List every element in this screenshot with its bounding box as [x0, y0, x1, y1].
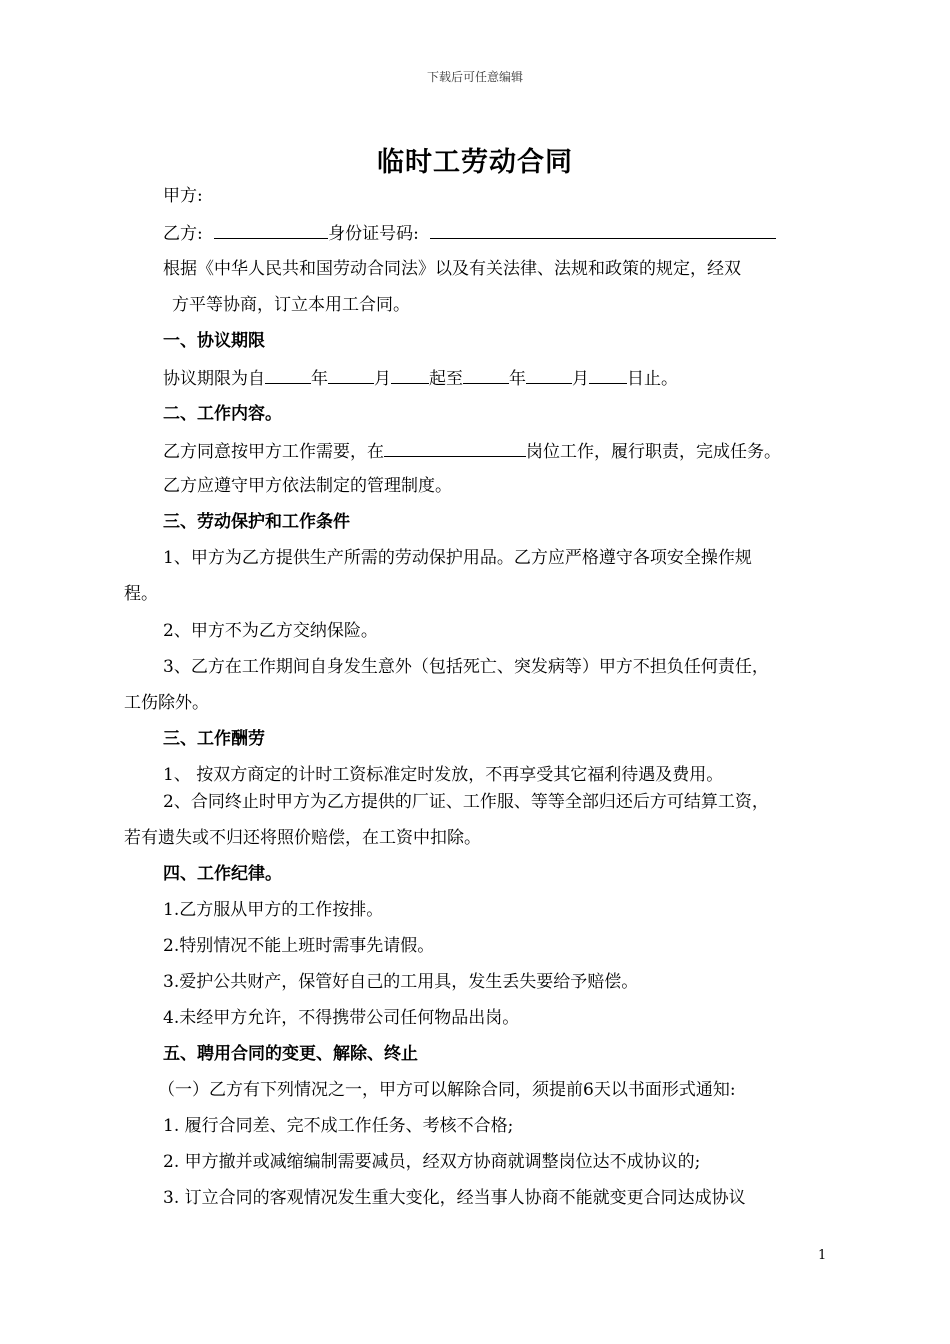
term-until-label: 起至 — [429, 369, 463, 389]
termination-item-1: 1. 履行合同差、完不成工作任务、考核不合格; — [163, 1116, 514, 1136]
protection-item-3a: 3、乙方在工作期间自身发生意外（包括死亡、突发病等）甲方不担负任何责任， — [163, 657, 769, 677]
header-note: 下载后可任意编辑 — [426, 70, 523, 84]
document-title: 临时工劳动合同 — [377, 147, 573, 178]
protection-item-1b: 程。 — [124, 584, 158, 604]
section-heading-protection: 三、劳动保护和工作条件 — [163, 512, 350, 532]
term-end-label: 日止。 — [627, 369, 678, 389]
pay-item-2a: 2、合同终止时甲方为乙方提供的厂证、工作服、等等全部归还后方可结算工资， — [163, 792, 769, 812]
section-heading-pay: 三、工作酬劳 — [163, 729, 265, 749]
work-content-line-2: 乙方应遵守甲方依法制定的管理制度。 — [163, 476, 452, 496]
termination-item-3: 3. 订立合同的客观情况发生重大变化，经当事人协商不能就变更合同达成协议 — [163, 1188, 746, 1208]
preamble-line-1: 根据《中华人民共和国劳动合同法》以及有关法律、法规和政策的规定，经双 — [163, 259, 741, 279]
term-end-year-label: 年 — [509, 369, 526, 389]
term-period-row — [163, 365, 678, 391]
term-start-day-blank — [391, 365, 429, 384]
party-a-label: 甲方: — [163, 186, 203, 206]
party-b-name-blank — [214, 220, 328, 239]
discipline-item-3: 3.爱护公共财产，保管好自己的工用具，发生丢失要给予赔偿。 — [163, 972, 639, 992]
termination-intro: （一）乙方有下列情况之一，甲方可以解除合同，须提前6天以书面形式通知: — [158, 1080, 736, 1100]
term-start-year-blank — [265, 365, 311, 384]
protection-item-2: 2、甲方不为乙方交纳保险。 — [163, 621, 378, 641]
discipline-item-2: 2.特别情况不能上班时需事先请假。 — [163, 936, 435, 956]
term-text-start: 协议期限为自 — [163, 369, 265, 389]
party-b-label: 乙方: — [163, 224, 203, 244]
id-number-label: 身份证号码: — [328, 224, 419, 244]
term-end-month-blank — [526, 365, 572, 384]
term-start-month-blank — [328, 365, 374, 384]
work-content-text-a: 乙方同意按甲方工作需要，在 — [163, 442, 384, 462]
term-end-day-blank — [589, 365, 627, 384]
term-month-label: 月 — [374, 369, 391, 389]
term-end-year-blank — [463, 365, 509, 384]
position-blank — [384, 438, 526, 457]
term-end-month-label: 月 — [572, 369, 589, 389]
section-heading-termination: 五、聘用合同的变更、解除、终止 — [163, 1044, 418, 1064]
page-number: 1 — [818, 1248, 827, 1263]
protection-item-3b: 工伤除外。 — [124, 693, 209, 713]
section-heading-term: 一、协议期限 — [163, 331, 265, 351]
work-content-line-1 — [163, 438, 781, 464]
preamble-line-2: 方平等协商，订立本用工合同。 — [172, 295, 410, 315]
protection-item-1a: 1、甲方为乙方提供生产所需的劳动保护用品。乙方应严格遵守各项安全操作规 — [163, 548, 752, 568]
id-number-blank — [430, 220, 776, 239]
pay-item-2b: 若有遗失或不归还将照价赔偿，在工资中扣除。 — [124, 828, 481, 848]
pay-item-1: 1、 按双方商定的计时工资标准定时发放，不再享受其它福利待遇及费用。 — [163, 765, 724, 785]
termination-item-2: 2. 甲方撤并或减缩编制需要减员，经双方协商就调整岗位达不成协议的; — [163, 1152, 701, 1172]
discipline-item-1: 1.乙方服从甲方的工作按排。 — [163, 900, 384, 920]
term-year-label: 年 — [311, 369, 328, 389]
section-heading-work-content: 二、工作内容。 — [163, 404, 282, 424]
party-b-row — [163, 220, 776, 246]
discipline-item-4: 4.未经甲方允许，不得携带公司任何物品出岗。 — [163, 1008, 520, 1028]
work-content-text-b: 岗位工作，履行职责，完成任务。 — [526, 442, 781, 462]
section-heading-discipline: 四、工作纪律。 — [163, 864, 282, 884]
